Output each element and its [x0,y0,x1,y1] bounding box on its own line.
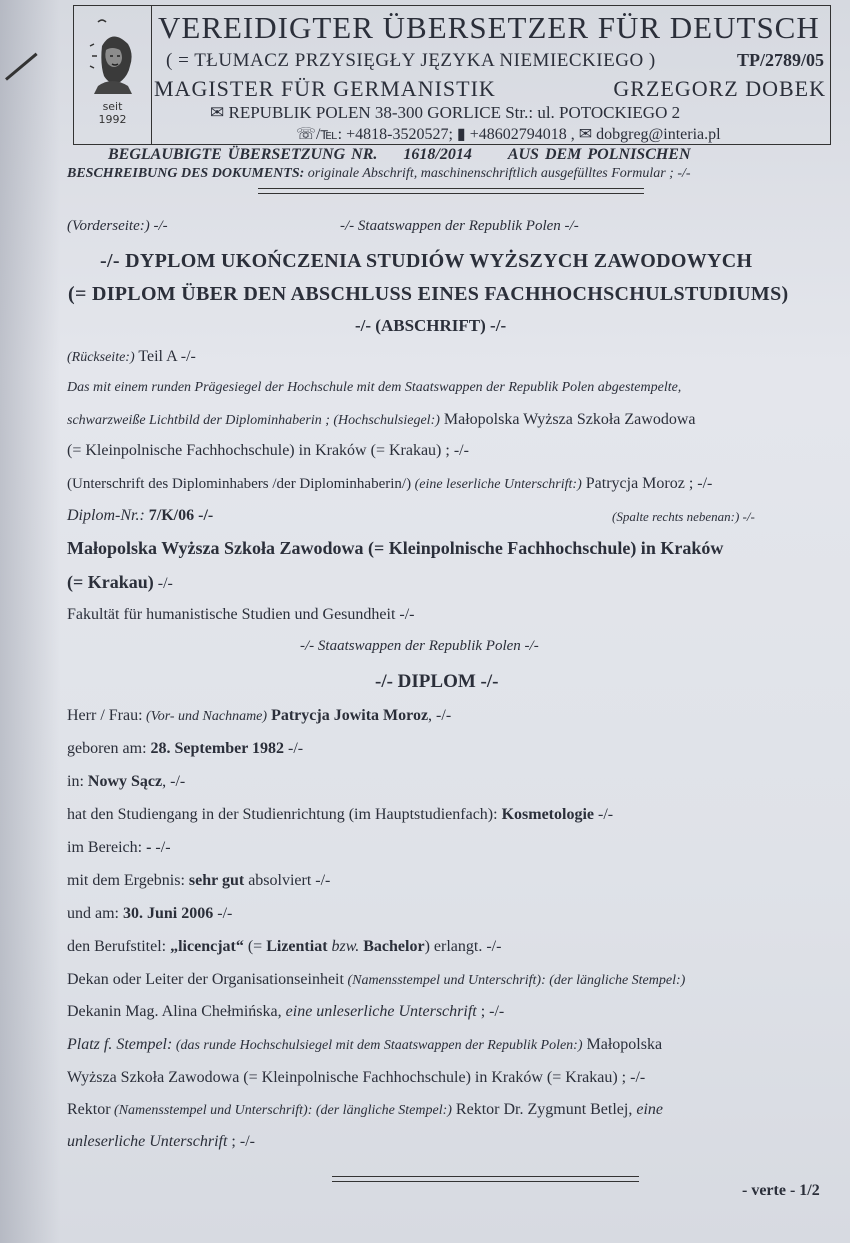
dean-line-end: ; -/- [476,1003,505,1020]
field-value: - [146,839,152,856]
diploma-number-label: Diplom-Nr.: [67,507,145,524]
cert-number: 1618/2014 [403,146,472,163]
birth-place-end: , -/- [162,773,186,790]
photo-description [67,411,695,429]
rector-signature-start: eine [636,1101,663,1118]
school-full-name: Małopolska Wyższa Szkoła Zawodowa (= Kleinpolnische Fachhochschule) in Kraków [67,538,724,558]
copy-label: -/- (ABSCHRIFT) -/- [355,316,507,335]
dean-label-line [67,971,685,989]
school-city-end: -/- [153,575,173,592]
since-label [74,100,151,126]
birth-date-label: geboren am: [67,740,151,757]
page-number: - verte - 1/2 [742,1182,820,1199]
contact-info: ☏/℡: +4818-3520527; ▮ +48602794018 , ✉ dobgreg@interia.pl [296,126,721,143]
professional-title-open: (= [243,938,267,955]
rector-line-end: ; -/- [227,1133,255,1150]
legible-signature-label: (eine leserliche Unterschrift:) [411,477,582,492]
description-text: originale Abschrift, maschinenschriftlich ausgefülltes Formular ; -/- [307,166,691,181]
dean-stamp-hint: (Namensstempel und Unterschrift): [343,973,546,988]
holder-name-hint: (Vor- und Nachname) [142,709,268,724]
school-city: (= Krakau) [67,572,154,592]
graduation-date-end: -/- [213,905,233,922]
field-line [67,839,171,857]
round-seal-note: (das runde Hochschulsiegel mit dem Staatswappen der Republik Polen:) [172,1038,583,1053]
back-side-line [67,348,196,366]
graduation-date-line [67,905,232,923]
faculty-name: Fakultät für humanistische Studien und Gesundheit -/- [67,606,415,623]
birth-date-line [67,740,303,758]
birth-date: 28. September 1982 [150,740,284,757]
professional-title-lizentiat: Lizentiat [266,938,328,955]
holder-label: Herr / Frau: [67,707,143,724]
rector-label: Rektor [67,1101,111,1118]
field-label: im Bereich: [67,839,147,856]
birth-place-label: in: [67,773,88,790]
dean-label: Dekan oder Leiter der Organisationseinheit [67,971,344,988]
tp-number: TP/2789/05 [736,50,824,70]
rector-long-stamp: (der längliche Stempel:) [312,1103,452,1118]
coat-of-arms-note-2: -/- Staatswappen der Republik Polen -/- [300,638,539,654]
study-program-label: hat den Studiengang in der Studienrichtung (im Hauptstudienfach): [67,806,502,823]
postal-address: ✉ REPUBLIK POLEN 38-300 GORLICE Str.: ul. POTOCKIEGO 2 [210,103,681,122]
result-line [67,872,330,890]
rector-name: Rektor Dr. Zygmunt Betlej, [451,1101,637,1118]
signature-holder-label: (Unterschrift des Diplominhabers /der Diplominhaberin/) [67,476,412,492]
professional-title-label: den Berufstitel: [67,938,171,955]
diploma-title-polish: -/- DYPLOM UKOŃCZENIA STUDIÓW WYŻSZYCH ZAWODOWYCH [100,250,753,272]
footer-divider [332,1176,639,1182]
coat-of-arms-note: -/- Staatswappen der Republik Polen -/- [340,218,579,234]
seal-school-translation: Wyższa Szkoła Zawodowa (= Kleinpolnische Fachhochschule) in Kraków (= Krakau) ; -/- [67,1069,646,1086]
signature-line [67,475,712,493]
rector-line [67,1101,663,1119]
translator-letterhead [73,5,831,145]
stamp-place-label: Platz f. Stempel: [67,1036,173,1053]
certified-translation-line [108,146,691,164]
header-divider [258,188,644,194]
dean-name-line [67,1003,504,1021]
school-city-line [67,572,173,593]
school-name-polish: Małopolska Wyższa Szkoła Zawodowa [439,411,696,428]
description-label: BESCHREIBUNG DES DOKUMENTS: [67,166,305,181]
right-column-note: (Spalte rechts nebenan:) -/- [612,509,755,524]
professional-title-bachelor: Bachelor [363,938,425,955]
dean-long-stamp: (der längliche Stempel:) [545,973,686,988]
photo-label: schwarzweiße Lichtbild der Diplominhaberin ; (Hochschulsiegel:) [67,413,440,428]
dean-signature: eine unleserliche Unterschrift [285,1003,477,1020]
graduation-date-label: und am: [67,905,123,922]
diploma-heading: -/- DIPLOM -/- [375,671,499,692]
study-program-end: -/- [594,806,614,823]
study-program-line [67,806,613,824]
rector-signature: unleserliche Unterschrift [67,1133,228,1150]
diploma-title-german: (= DIPLOM ÜBER DEN ABSCHLUSS EINES FACHHOCHSCHULSTUDIUMS) [68,283,789,305]
graduation-date: 30. Juni 2006 [123,905,214,922]
portrait-icon [84,16,140,94]
cert-source-language: AUS DEM POLNISCHEN [507,146,691,163]
holder-name: Patrycja Jowita Moroz [267,707,429,724]
rector-signature-line [67,1133,255,1151]
letterhead-subtitle: ( = TŁUMACZ PRZYSIĘGŁY JĘZYKA NIEMIECKIEGO ) [166,50,656,71]
part-a-label: Teil A -/- [134,348,196,365]
study-program: Kosmetologie [501,806,594,823]
professional-title-or: bzw. [327,938,364,955]
letterhead-title: VEREIDIGTER ÜBERSETZER FÜR DEUTSCH [158,10,820,45]
holder-name-line [67,707,451,725]
holder-name-end: , -/- [428,707,452,724]
seal-school-name: Małopolska [582,1036,663,1053]
seit-text: seit [102,100,123,113]
professional-title-end: ) erlangt. -/- [424,938,502,955]
diploma-number-line [67,507,213,525]
document-description [67,166,691,182]
professional-title-polish: „licencjat“ [170,938,244,955]
signature-name: Patrycja Moroz ; -/- [581,475,713,492]
translator-name: GRZEGORZ DOBEK [613,76,826,101]
stamp-place-line [67,1036,662,1054]
professional-title-line [67,938,501,956]
result-value: sehr gut [188,872,245,889]
seal-description: Das mit einem runden Prägesiegel der Hochschule mit dem Staatswappen der Republik Polen abgestempelte, [67,380,682,395]
translator-logo [74,6,152,144]
cert-label: BEGLAUBIGTE ÜBERSETZUNG NR. [108,146,378,163]
birth-place-line [67,773,185,791]
page-shadow [0,0,60,1243]
result-end: absolviert -/- [244,872,331,889]
school-translation: (= Kleinpolnische Fachhochschule) in Kraków (= Krakau) ; -/- [67,442,469,459]
rector-stamp-hint: (Namensstempel und Unterschrift): [110,1103,313,1118]
dean-name: Dekanin Mag. Alina Chełmińska, [67,1003,286,1020]
back-side-label: (Rückseite:) [67,350,135,365]
diploma-number: 7/K/06 -/- [144,507,214,524]
seit-year: 1992 [98,113,127,126]
birth-place: Nowy Sącz [87,773,163,790]
result-label: mit dem Ergebnis: [67,872,189,889]
field-end: -/- [151,839,171,856]
magister-title: MAGISTER FÜR GERMANISTIK [154,76,496,101]
front-side-label: (Vorderseite:) -/- [67,218,168,234]
birth-date-end: -/- [284,740,304,757]
